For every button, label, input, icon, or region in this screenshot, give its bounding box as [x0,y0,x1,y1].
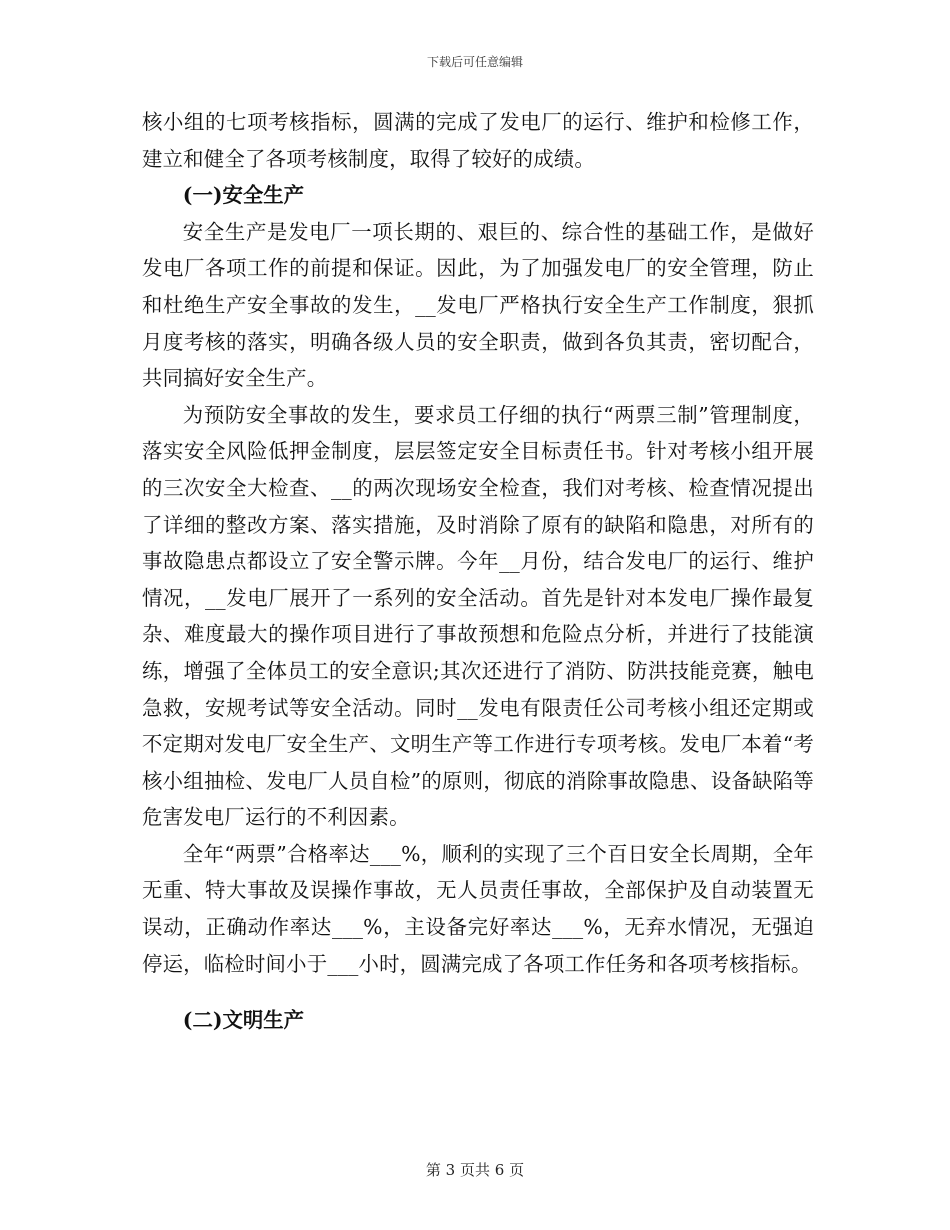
page-footer: 第 3 页共 6 页 [425,1161,525,1179]
paragraph-safety-results: 全年“两票”合格率达___%，顺利的实现了三个百日安全长周期，全年无重、特大事故及误操作事故，无人员责任事故，全部保护及自动装置无误动，正确动作率达___%，主设备完好率达___%，无弃水情况，无强迫停运，临检时间小于___小时，圆满完成了各项工作任务和各项考核指标。 [142,841,814,976]
page-header: 下载后可任意编辑 [426,55,523,69]
paragraph-safety-measures: 为预防安全事故的发生，要求员工仔细的执行“两票三制”管理制度，落实安全风险低押金制度，层层签定安全目标责任书。针对考核小组开展的三次安全大检查、__的两次现场安全检查，我们对考核、检查情况提出了详细的整改方案、落实措施，及时消除了原有的缺陷和隐患，对所有的事故隐患点都设立了安全警示牌。今年__月份，结合发电厂的运行、维护情况，__发电厂展开了一系列的安全活动。首先是针对本发电厂操作最复杂、难度最大的操作项目进行了事故预想和危险点分析，并进行了技能演练，增强了全体员工的安全意识;其次还进行了消防、防洪技能竞赛，触电急救，安规考试等安全活动。同时__发电有限责任公司考核小组还定期或不定期对发电厂安全生产、文明生产等工作进行专项考核。发电厂本着“考核小组抽检、发电厂人员自检”的原则，彻底的消除事故隐患、设备缺陷等危害发电厂运行的不利因素。 [142,402,814,830]
document-body [142,104,814,1039]
paragraph-safety-intro: 安全生产是发电厂一项长期的、艰巨的、综合性的基础工作，是做好发电厂各项工作的前提和保证。因此，为了加强发电厂的安全管理，防止和杜绝生产安全事故的发生，__发电厂严格执行安全生产工作制度，狠抓月度考核的落实，明确各级人员的安全职责，做到各负其责，密切配合，共同搞好安全生产。 [142,219,814,391]
paragraph-continued: 核小组的七项考核指标，圆满的完成了发电厂的运行、维护和检修工作，建立和健全了各项考核制度，取得了较好的成绩。 [142,110,814,171]
section-heading-civilized: (二)文明生产 [182,1008,305,1033]
section-heading-safety: (一)安全生产 [182,183,305,208]
